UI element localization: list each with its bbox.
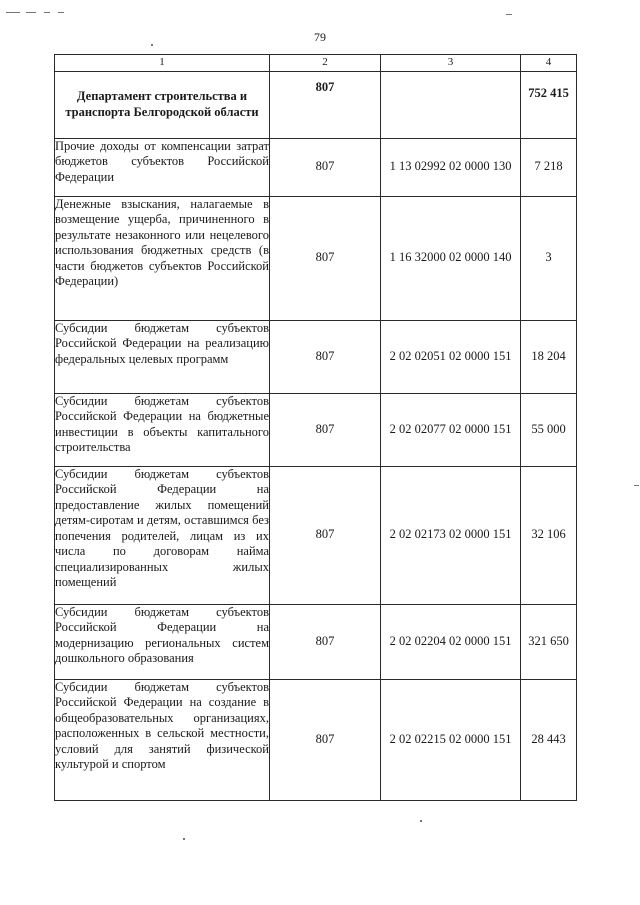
department-row xyxy=(55,71,577,138)
table-row xyxy=(55,393,577,466)
admin-code: 807 xyxy=(270,320,381,393)
admin-code: 807 xyxy=(270,679,381,800)
income-name: Прочие доходы от компенсации затрат бюджетов субъектов Российской Федерации xyxy=(55,138,270,196)
department-name: Департамент строительства и транспорта Белгородской области xyxy=(55,71,270,138)
amount: 55 000 xyxy=(521,393,577,466)
classification-code: 1 16 32000 02 0000 140 xyxy=(381,196,521,320)
table-row xyxy=(55,679,577,800)
amount: 32 106 xyxy=(521,466,577,604)
table-row xyxy=(55,320,577,393)
column-header-4: 4 xyxy=(521,55,577,72)
amount: 7 218 xyxy=(521,138,577,196)
budget-table xyxy=(54,54,577,801)
classification-code: 2 02 02173 02 0000 151 xyxy=(381,466,521,604)
amount: 321 650 xyxy=(521,604,577,679)
income-name: Субсидии бюджетам субъектов Российской Федерации на создание в общеобразовательных организациях, расположенных в сельской местности, условий для занятий физической культурой и спортом xyxy=(55,679,270,800)
column-header-2: 2 xyxy=(270,55,381,72)
scan-speck xyxy=(420,820,422,822)
amount: 18 204 xyxy=(521,320,577,393)
classification-code: 1 13 02992 02 0000 130 xyxy=(381,138,521,196)
classification-code: 2 02 02204 02 0000 151 xyxy=(381,604,521,679)
header-row xyxy=(55,55,577,72)
classification-code: 2 02 02215 02 0000 151 xyxy=(381,679,521,800)
classification-code: 2 02 02051 02 0000 151 xyxy=(381,320,521,393)
income-name: Субсидии бюджетам субъектов Российской Федерации на модернизацию региональных систем дошкольного образования xyxy=(55,604,270,679)
income-name: Субсидии бюджетам субъектов Российской Федерации на предоставление жилых помещений детям-сиротам и детям, оставшимся без попечения родителей, лицам из их числа по договорам найма специализированных жилых помещений xyxy=(55,466,270,604)
scan-speck xyxy=(634,485,639,486)
classification-code: 2 02 02077 02 0000 151 xyxy=(381,393,521,466)
scan-speck xyxy=(506,14,512,15)
department-amount: 752 415 xyxy=(521,71,577,138)
amount: 3 xyxy=(521,196,577,320)
admin-code: 807 xyxy=(270,196,381,320)
department-classification xyxy=(381,71,521,138)
department-code: 807 xyxy=(270,71,381,138)
scan-speck xyxy=(58,12,64,13)
admin-code: 807 xyxy=(270,604,381,679)
income-name: Субсидии бюджетам субъектов Российской Федерации на бюджетные инвестиции в объекты капитального строительства xyxy=(55,393,270,466)
admin-code: 807 xyxy=(270,466,381,604)
income-name: Субсидии бюджетам субъектов Российской Федерации на реализацию федеральных целевых программ xyxy=(55,320,270,393)
table-row xyxy=(55,604,577,679)
table-row xyxy=(55,196,577,320)
table-row xyxy=(55,466,577,604)
scan-speck xyxy=(6,12,20,13)
column-header-1: 1 xyxy=(55,55,270,72)
page-number: 79 xyxy=(314,30,326,44)
admin-code: 807 xyxy=(270,393,381,466)
income-name: Денежные взыскания, налагаемые в возмещение ущерба, причиненного в результате незаконного или нецелевого использования бюджетных средств (в части бюджетов субъектов Российской Федерации) xyxy=(55,196,270,320)
column-header-3: 3 xyxy=(381,55,521,72)
scan-speck xyxy=(183,838,185,840)
scan-speck xyxy=(44,12,50,13)
admin-code: 807 xyxy=(270,138,381,196)
scan-speck xyxy=(151,44,153,46)
table-row xyxy=(55,138,577,196)
amount: 28 443 xyxy=(521,679,577,800)
scan-speck xyxy=(26,12,36,13)
